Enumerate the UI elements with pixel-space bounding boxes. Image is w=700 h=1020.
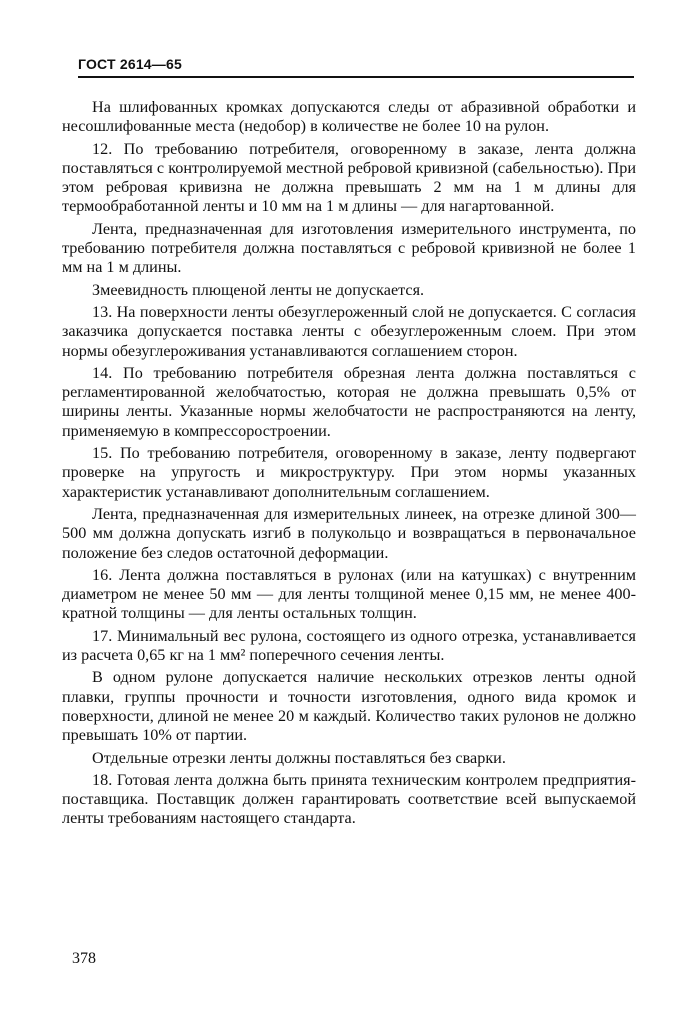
paragraph-item-12: 12. По требованию потребителя, оговоренному в заказе, лента должна поставляться с контролируемой местной ребровой кривизной (сабельностью). При этом ребровая кривизна не должна превышать 2 мм на 1 м длины для термообработанной ленты и 10 мм на 1 м длины — для нагартованной. [62, 139, 636, 216]
paragraph-item-13: 13. На поверхности ленты обезуглероженный слой не допускается. С согласия заказчика допускается поставка ленты с обезуглероженным слоем. При этом нормы обезуглероживания устанавливаются соглашением сторон. [62, 302, 636, 360]
paragraph-item-14: 14. По требованию потребителя обрезная лента должна поставляться с регламентированной желобчатостью, которая не должна превышать 0,5% от ширины ленты. Указанные нормы желобчатости не распространяются на ленту, применяемую в компрессоростроении. [62, 363, 636, 440]
document-body [62, 98, 636, 832]
paragraph-item-16: 16. Лента должна поставляться в рулонах (или на катушках) с внутренним диаметром не менее 50 мм — для ленты толщиной менее 0,15 мм, не менее 400-кратной толщины — для ленты остальных толщин. [62, 565, 636, 623]
paragraph-ground-edges: На шлифованных кромках допускаются следы от абразивной обработки и несошлифованные места (недобор) в количестве не более 10 на рулон. [62, 98, 636, 136]
paragraph-item-15: 15. По требованию потребителя, оговоренному в заказе, ленту подвергают проверке на упругость и микроструктуру. При этом нормы указанных характеристик устанавливают дополнительным соглашением. [62, 444, 636, 501]
paragraph-item-18: 18. Готовая лента должна быть принята техническим контролем предприятия-поставщика. Поставщик должен гарантировать соответствие всей выпускаемой ленты требованиям настоящего стандарта. [62, 770, 636, 828]
standard-header: ГОСТ 2614—65 [78, 56, 182, 72]
paragraph-no-welding: Отдельные отрезки ленты должны поставляться без сварки. [92, 748, 506, 767]
paragraph-measuring-rulers: Лента, предназначенная для измерительных линеек, на отрезке длиной 300—500 мм должна допускать изгиб в полукольцо и возвращаться в первоначальное положение без следов остаточной деформации. [62, 504, 636, 562]
header-rule [78, 76, 634, 78]
paragraph-snake-curvature: Змеевидность плющеной ленты не допускается. [92, 280, 425, 299]
page-number: 378 [72, 950, 96, 967]
paragraph-item-17: 17. Минимальный вес рулона, состоящего из одного отрезка, устанавливается из расчета 0,65 кг на 1 мм² поперечного сечения ленты. [62, 626, 636, 665]
paragraph-roll-segments: В одном рулоне допускается наличие нескольких отрезков ленты одной плавки, группы прочности и точности изготовления, одного вида кромок и поверхности, длиной не менее 20 м каждый. Количество таких рулонов не должно превышать 10% от партии. [62, 668, 636, 745]
paragraph-measuring-tool-tape: Лента, предназначенная для изготовления измерительного инструмента, по требованию потребителя должна поставляться с ребровой кривизной не более 1 мм на 1 м длины. [62, 219, 636, 277]
